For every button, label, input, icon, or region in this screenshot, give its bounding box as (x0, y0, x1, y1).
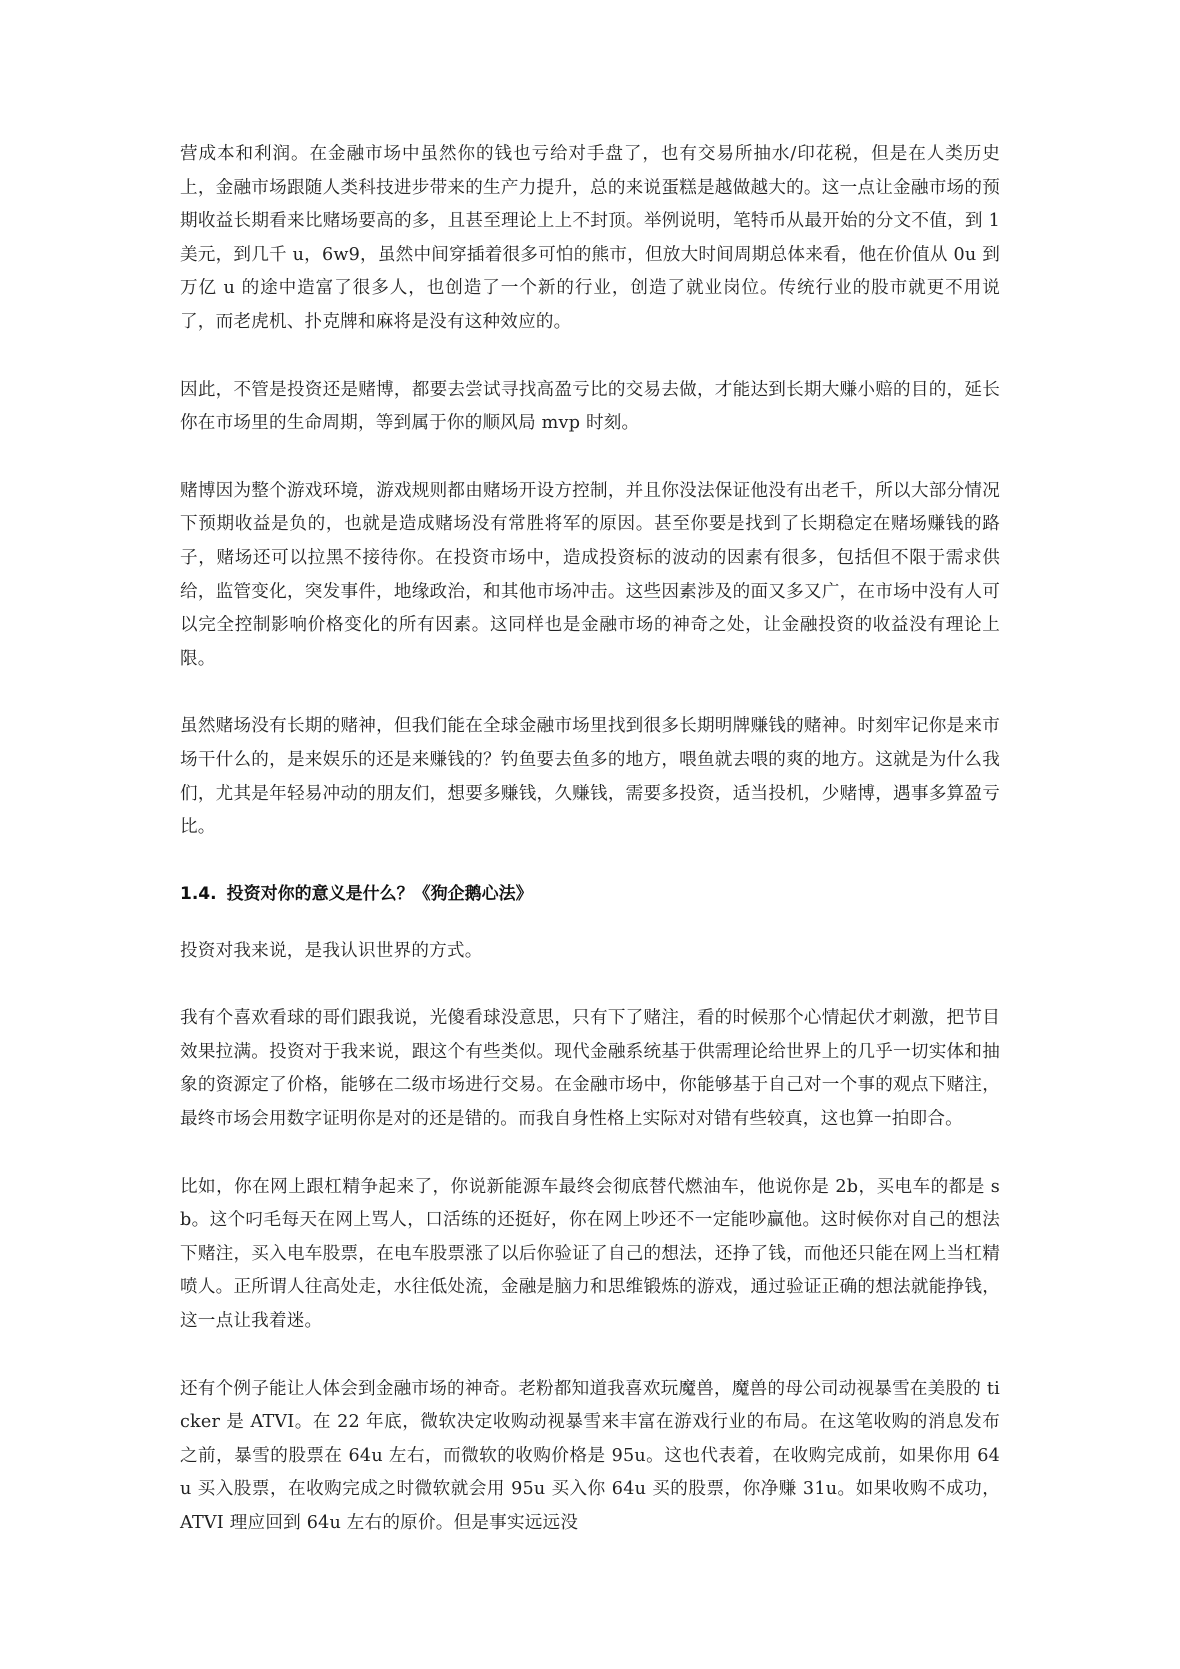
section-heading (180, 879, 1000, 909)
paragraph-ev-example: 比如，你在网上跟杠精争起来了，你说新能源车最终会彻底替代燃油车，他说你是 2b，买电车的都是 sb。这个叼毛每天在网上骂人，口活练的还挺好，你在网上吵还不一定能吵赢他。这时候你对自己的想法下赌注，买入电车股票，在电车股票涨了以后你验证了自己的想法，还挣了钱，而他还只能在网上当杠精喷人。正所谓人往高处走，水往低处流，金融是脑力和思维锻炼的游戏，通过验证正确的想法就能挣钱，这一点让我着迷。 (180, 1176, 1000, 1332)
section-number: 1.4. (180, 883, 217, 904)
document-body (180, 138, 1000, 1575)
paragraph-market-gods: 虽然赌场没有长期的赌神，但我们能在全球金融市场里找到很多长期明牌赚钱的赌神。时刻牢记你是来市场干什么的，是来娱乐的还是来赚钱的？钓鱼要去鱼多的地方，喂鱼就去喂的爽的地方。这就是为什么我们，尤其是年轻易冲动的朋友们，想要多赚钱，久赚钱，需要多投资，适当投机，少赌博，遇事多算盈亏比。 (180, 716, 1000, 838)
paragraph-betting-analogy: 我有个喜欢看球的哥们跟我说，光傻看球没意思，只有下了赌注，看的时候那个心情起伏才刺激，把节目效果拉满。投资对于我来说，跟这个有些类似。现代金融系统基于供需理论给世界上的几乎一切实体和抽象的资源定了价格，能够在二级市场进行交易。在金融市场中，你能够基于自己对一个事的观点下赌注，最终市场会用数字证明你是对的还是错的。而我自身性格上实际对对错有些较真，这也算一拍即合。 (180, 1008, 1000, 1130)
section-title: 投资对你的意义是什么？《狗企鹅心法》 (226, 883, 533, 904)
paragraph-worldview: 投资对我来说，是我认识世界的方式。 (180, 940, 483, 961)
paragraph-atvi-example: 还有个例子能让人体会到金融市场的神奇。老粉都知道我喜欢玩魔兽，魔兽的母公司动视暴雪在美股的 ticker 是 ATVI。在 22 年底，微软决定收购动视暴雪来丰富在游戏行业的布局。在这笔收购的消息发布之前，暴雪的股票在 64u 左右，而微软的收购价格是 95u。这也代表着，在收购完成前，如果你用 64u 买入股票，在收购完成之时微软就会用 95u 买入你 64u 买的股票，你净赚 31u。如果收购不成功，ATVI 理应回到 64u 左右的原价。但是事实远远没 (180, 1378, 1000, 1533)
paragraph-risk-reward: 因此，不管是投资还是赌博，都要去尝试寻找高盈亏比的交易去做，才能达到长期大赚小赔的目的，延长你在市场里的生命周期，等到属于你的顺风局 mvp 时刻。 (180, 379, 1000, 434)
paragraph-cost-and-profit: 营成本和利润。在金融市场中虽然你的钱也亏给对手盘了，也有交易所抽水/印花税，但是在人类历史上，金融市场跟随人类科技进步带来的生产力提升，总的来说蛋糕是越做越大的。这一点让金融市场的预期收益长期看来比赌场要高的多，且甚至理论上上不封顶。举例说明，笔特币从最开始的分文不值，到 1 美元，到几千 u，6w9，虽然中间穿插着很多可怕的熊市，但放大时间周期总体来看，他在价值从 0u 到万亿 u 的途中造富了很多人，也创造了一个新的行业，创造了就业岗位。传统行业的股市就更不用说了，而老虎机、扑克牌和麻将是没有这种效应的。 (180, 144, 1000, 332)
paragraph-gambling-vs-investing: 赌博因为整个游戏环境，游戏规则都由赌场开设方控制，并且你没法保证他没有出老千，所以大部分情况下预期收益是负的，也就是造成赌场没有常胜将军的原因。甚至你要是找到了长期稳定在赌场赚钱的路子，赌场还可以拉黑不接待你。在投资市场中，造成投资标的波动的因素有很多，包括但不限于需求供给，监管变化，突发事件，地缘政治，和其他市场冲击。这些因素涉及的面又多又广，在市场中没有人可以完全控制影响价格变化的所有因素。这同样也是金融市场的神奇之处，让金融投资的收益没有理论上限。 (180, 480, 1000, 669)
